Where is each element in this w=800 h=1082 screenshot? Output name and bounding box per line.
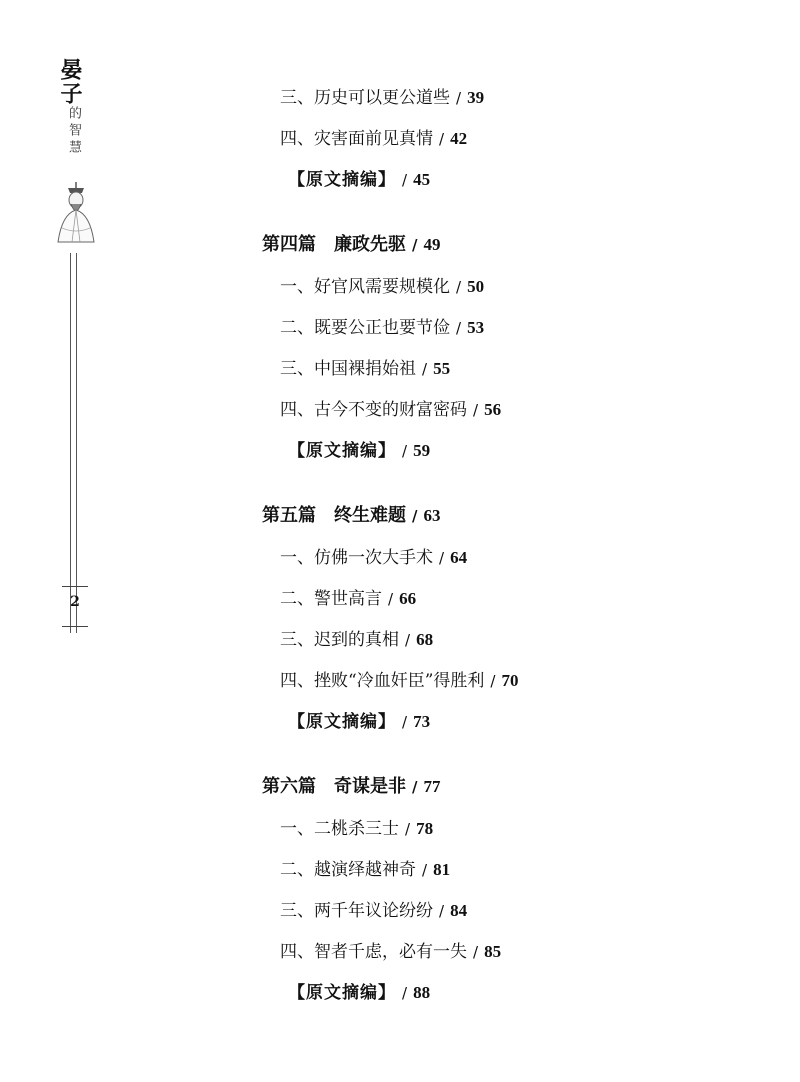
section-title: 四、智者千虑，必有一失 (280, 942, 467, 962)
chapter-title: 奇谋是非 (334, 776, 406, 797)
page-separator: / (439, 902, 445, 920)
page-separator: / (405, 820, 411, 838)
page-separator: / (456, 319, 462, 337)
page-separator: / (388, 590, 394, 608)
toc-page-number: 53 (467, 318, 485, 337)
page-separator: / (405, 631, 411, 649)
toc-page-number: 66 (399, 589, 417, 608)
toc-chapter-entry (262, 227, 762, 269)
toc-page-number: 70 (501, 671, 519, 690)
toc-page-number: 45 (413, 170, 431, 189)
section-title: 四、挫败“冷血奸臣”得胜利 (280, 671, 485, 691)
toc-page-number: 50 (467, 277, 485, 296)
toc-page-number: 49 (423, 235, 441, 254)
toc-chapter-entry (262, 769, 762, 811)
chapter-spacer (262, 203, 762, 227)
page-separator: / (412, 507, 418, 525)
page-separator: / (412, 236, 418, 254)
spine-book-title: 晏子 (57, 58, 83, 106)
chapter-number: 第五篇 (262, 505, 316, 526)
section-title: 一、二桃杀三士 (280, 819, 399, 839)
toc-page-number: 85 (484, 942, 502, 961)
toc-section-entry (262, 351, 762, 392)
chapter-spacer (262, 745, 762, 769)
page-separator: / (439, 549, 445, 567)
section-title: 二、警世高言 (280, 589, 382, 609)
page-number-rule-bottom (62, 626, 88, 627)
toc-page-number: 68 (416, 630, 434, 649)
toc-page-number: 78 (416, 819, 434, 838)
excerpt-label: 【原文摘编】 (288, 712, 396, 732)
table-of-contents (262, 80, 762, 1016)
page-separator: / (456, 89, 462, 107)
section-title: 四、古今不变的财富密码 (280, 400, 467, 420)
page-separator: / (439, 130, 445, 148)
page-separator: / (490, 672, 496, 690)
toc-page-number: 42 (450, 129, 468, 148)
page-separator: / (422, 861, 428, 879)
section-title: 二、既要公正也要节俭 (280, 318, 450, 338)
section-title: 一、仿佛一次大手术 (280, 548, 433, 568)
page-separator: / (402, 442, 408, 460)
toc-page-number: 73 (413, 712, 431, 731)
page-number-rule-top (62, 586, 88, 587)
toc-excerpt-entry (262, 975, 762, 1016)
chapter-number: 第六篇 (262, 776, 316, 797)
book-spine-decoration (52, 48, 100, 638)
page-separator: / (402, 171, 408, 189)
toc-excerpt-entry (262, 162, 762, 203)
spine-book-subtitle: 的智慧 (66, 106, 81, 157)
section-title: 四、灾害面前见真情 (280, 129, 433, 149)
toc-page-number: 77 (423, 777, 441, 796)
page-separator: / (412, 778, 418, 796)
toc-section-entry (262, 934, 762, 975)
page-separator: / (422, 360, 428, 378)
toc-section-entry (262, 80, 762, 121)
toc-section-entry (262, 121, 762, 162)
toc-page-number: 63 (423, 506, 441, 525)
toc-page-number: 64 (450, 548, 468, 567)
toc-page-number: 55 (433, 359, 451, 378)
chapter-title: 终生难题 (334, 505, 406, 526)
section-title: 三、历史可以更公道些 (280, 88, 450, 108)
toc-page-number: 39 (467, 88, 485, 107)
toc-section-entry (262, 663, 762, 704)
toc-section-entry (262, 392, 762, 433)
chapter-spacer (262, 474, 762, 498)
toc-page-number: 84 (450, 901, 468, 920)
spine-double-rule (70, 253, 77, 633)
toc-excerpt-entry (262, 433, 762, 474)
section-title: 一、好官风需要规模化 (280, 277, 450, 297)
toc-page-number: 59 (413, 441, 431, 460)
toc-section-entry (262, 893, 762, 934)
chapter-number: 第四篇 (262, 234, 316, 255)
toc-section-entry (262, 852, 762, 893)
page-separator: / (473, 943, 479, 961)
toc-section-entry (262, 269, 762, 310)
chapter-title: 廉政先驱 (334, 234, 406, 255)
toc-excerpt-entry (262, 704, 762, 745)
section-title: 三、中国裸捐始祖 (280, 359, 416, 379)
toc-section-entry (262, 581, 762, 622)
section-title: 三、两千年议论纷纷 (280, 901, 433, 921)
page-separator: / (402, 713, 408, 731)
toc-section-entry (262, 540, 762, 581)
toc-page-number: 56 (484, 400, 502, 419)
page-separator: / (456, 278, 462, 296)
section-title: 三、迟到的真相 (280, 630, 399, 650)
toc-section-entry (262, 622, 762, 663)
excerpt-label: 【原文摘编】 (288, 441, 396, 461)
excerpt-label: 【原文摘编】 (288, 170, 396, 190)
toc-section-entry (262, 310, 762, 351)
excerpt-label: 【原文摘编】 (288, 983, 396, 1003)
page-number: 2 (70, 594, 80, 610)
page-separator: / (402, 984, 408, 1002)
toc-section-entry (262, 811, 762, 852)
toc-page-number: 88 (413, 983, 431, 1002)
toc-chapter-entry (262, 498, 762, 540)
section-title: 二、越演绎越神奇 (280, 860, 416, 880)
sage-portrait-icon (52, 180, 100, 250)
page-separator: / (473, 401, 479, 419)
toc-page-number: 81 (433, 860, 451, 879)
